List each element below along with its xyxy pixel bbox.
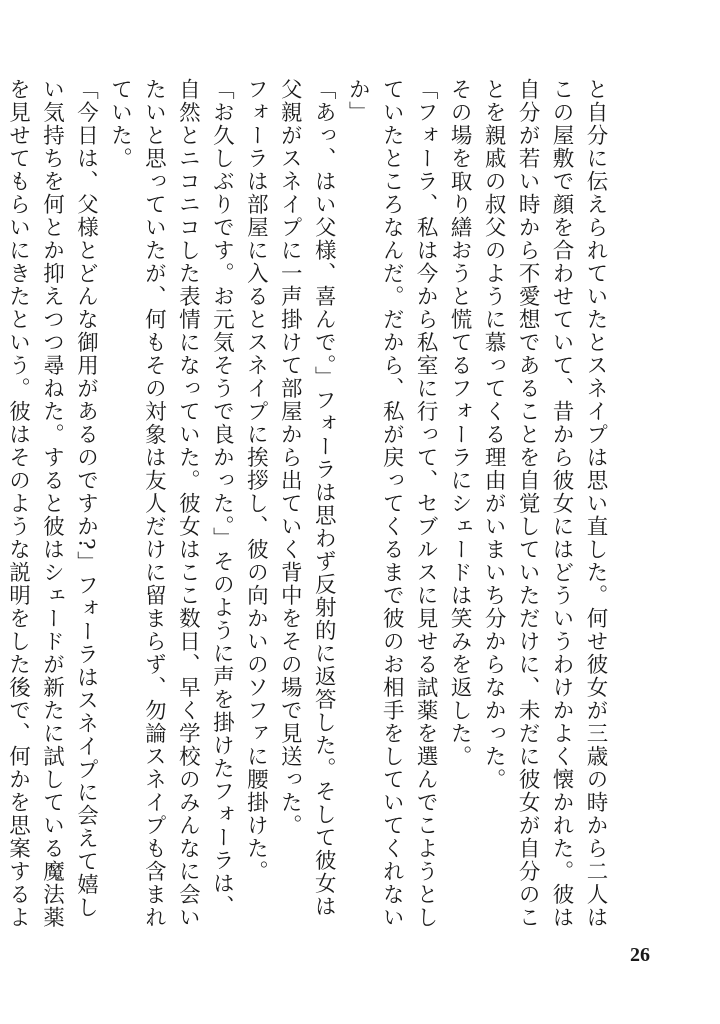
page-number: 26 <box>630 944 650 966</box>
paragraph: その場を取り繕おうと慌てるフォーラにシェードは笑みを返した。 <box>447 78 473 768</box>
paragraph: 「今日は、父様とどんな御用があるのですか?」フォーラはスネイプに会えて嬉しい気持ちを何とか抑えつつ尋ねた。すると彼はシェードが新たに試している魔法薬を見せてもらいにきたという。彼はそのような説明をした後で、何かを思案するよ <box>5 78 99 929</box>
paragraph: と自分に伝えられていたとスネイプは思い直した。何せ彼女が三歳の時から二人はこの屋敷で顔を合わせていて、昔から彼女にはどういうわけかよく懐かれた。彼は自分が若い時から不愛想であることを自覚していただけに、未だに彼女が自分のことを親戚の叔父のように慕ってくる理由がいまいち分からなかった。 <box>481 78 608 929</box>
paragraph: フォーラは部屋に入るとスネイプに挨拶し、彼の向かいのソファに腰掛けた。 <box>243 78 269 883</box>
vertical-text-body <box>5 78 612 938</box>
paragraph: 「お久しぶりです。お元気そうで良かった。」そのように声を掛けたフォーラは、自然とニコニコした表情になっていた。彼女はここ数日、早く学校のみんなに会いたいと思っていたが、何もその対象は友人だけに留まらず、勿論スネイプも含まれていた。 <box>107 78 235 929</box>
paragraph: 「あっ、はい父様、喜んで。」フォーラは思わず反射的に返答した。そして彼女は父親がスネイプに一声掛けて部屋から出ていく背中をその場で見送った。 <box>277 78 337 919</box>
paragraph: 「フォーラ、私は今から私室に行って、セブルスに見せる試薬を選んでこようとしていたところなんだ。だから、私が戻ってくるまで彼のお相手をしていてくれないか」 <box>345 78 439 929</box>
